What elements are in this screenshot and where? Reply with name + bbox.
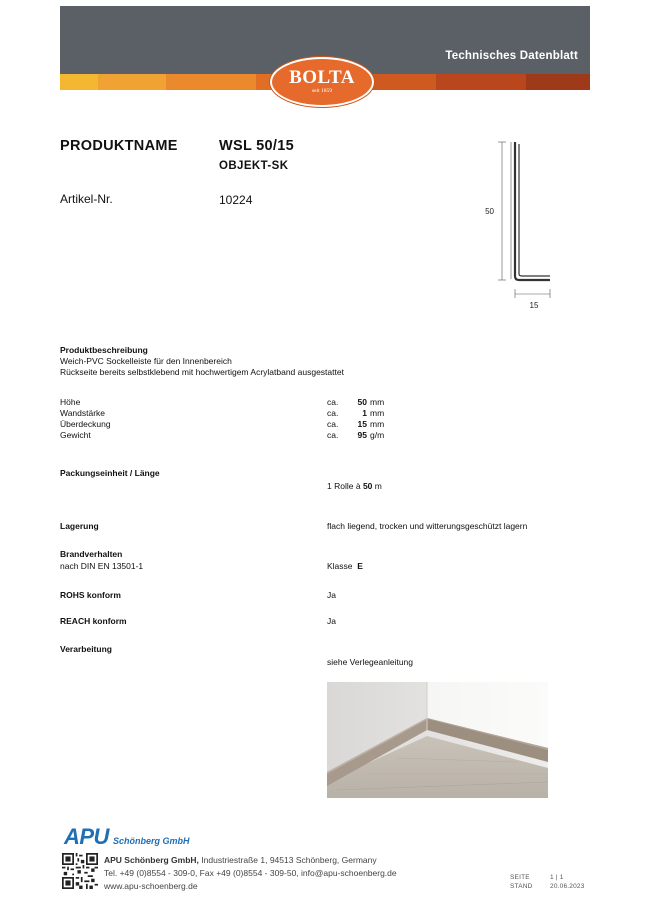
footer-contact: Tel. +49 (0)8554 - 309-0, Fax +49 (0)8554 - 309-50, info@apu-schoenberg.de (104, 868, 397, 878)
height-dimension-label: 50 (485, 207, 494, 216)
width-dimension-label: 15 (529, 301, 539, 310)
profile-inner-line (519, 144, 550, 276)
spec-label-overlap: Überdeckung (60, 419, 111, 429)
packaging-label: Packungseinheit / Länge (60, 468, 160, 478)
rohs-label: ROHS konform (60, 590, 121, 600)
storage-value: flach liegend, trocken und witterungsgeschützt lagern (327, 521, 528, 531)
fire-standard: nach DIN EN 13501-1 (60, 561, 144, 571)
spec-value-wall-thickness: ca. 1 mm (327, 408, 385, 418)
reach-label: REACH konform (60, 616, 127, 626)
spec-value-weight: ca. 95 g/m (327, 430, 385, 440)
spec-label-height: Höhe (60, 397, 81, 407)
page-label: SEITE (510, 874, 530, 881)
fire-label: Brandverhalten (60, 549, 123, 559)
processing-value: siehe Verlegeanleitung (327, 657, 414, 667)
packaging-value: 1 Rolle à 50 m (327, 481, 382, 491)
bolta-logo-name: BOLTA (289, 67, 355, 88)
qr-code-icon (62, 853, 98, 889)
product-name-label: PRODUKTNAME (60, 138, 178, 154)
apu-company-logo (64, 824, 189, 850)
description-line2: Rückseite bereits selbstklebend mit hochwertigem Acrylatband ausgestattet (60, 367, 344, 377)
fire-class-value: Klasse E (327, 561, 363, 571)
installed-skirting-photo (327, 682, 548, 798)
spec-value-height: ca. 50 mm (327, 397, 385, 407)
description-heading: Produktbeschreibung (60, 345, 148, 355)
apu-logo-mark: APU (64, 824, 109, 849)
spec-label-weight: Gewicht (60, 430, 91, 440)
article-number-value: 10224 (219, 193, 253, 207)
rohs-value: Ja (327, 590, 336, 600)
document-type-title: Technisches Datenblatt (445, 50, 578, 62)
description-line1: Weich-PVC Sockelleiste für den Innenbereich (60, 356, 232, 366)
date-label: STAND (510, 883, 533, 890)
processing-label: Verarbeitung (60, 644, 112, 654)
header-banner (60, 6, 590, 94)
spec-label-wall-thickness: Wandstärke (60, 408, 106, 418)
date-value: 20.06.2023 (550, 883, 585, 890)
page-number: 1 | 1 (550, 874, 564, 881)
product-name-line1: WSL 50/15 (219, 138, 294, 154)
spec-value-overlap: ca. 15 mm (327, 419, 385, 429)
article-number-label: Artikel-Nr. (60, 192, 113, 206)
product-name-line2: OBJEKT-SK (219, 160, 289, 172)
reach-value: Ja (327, 616, 336, 626)
footer-address: APU Schönberg GmbH, Industriestraße 1, 94513 Schönberg, Germany (104, 855, 377, 865)
profile-outer-line (515, 142, 550, 280)
skirting-profile-drawing (478, 134, 568, 314)
bolta-logo (270, 57, 374, 107)
bolta-logo-since: seit 1859 (311, 88, 332, 94)
footer-website: www.apu-schoenberg.de (104, 881, 198, 891)
storage-label: Lagerung (60, 521, 99, 531)
apu-logo-subtitle: Schönberg GmbH (112, 836, 190, 846)
